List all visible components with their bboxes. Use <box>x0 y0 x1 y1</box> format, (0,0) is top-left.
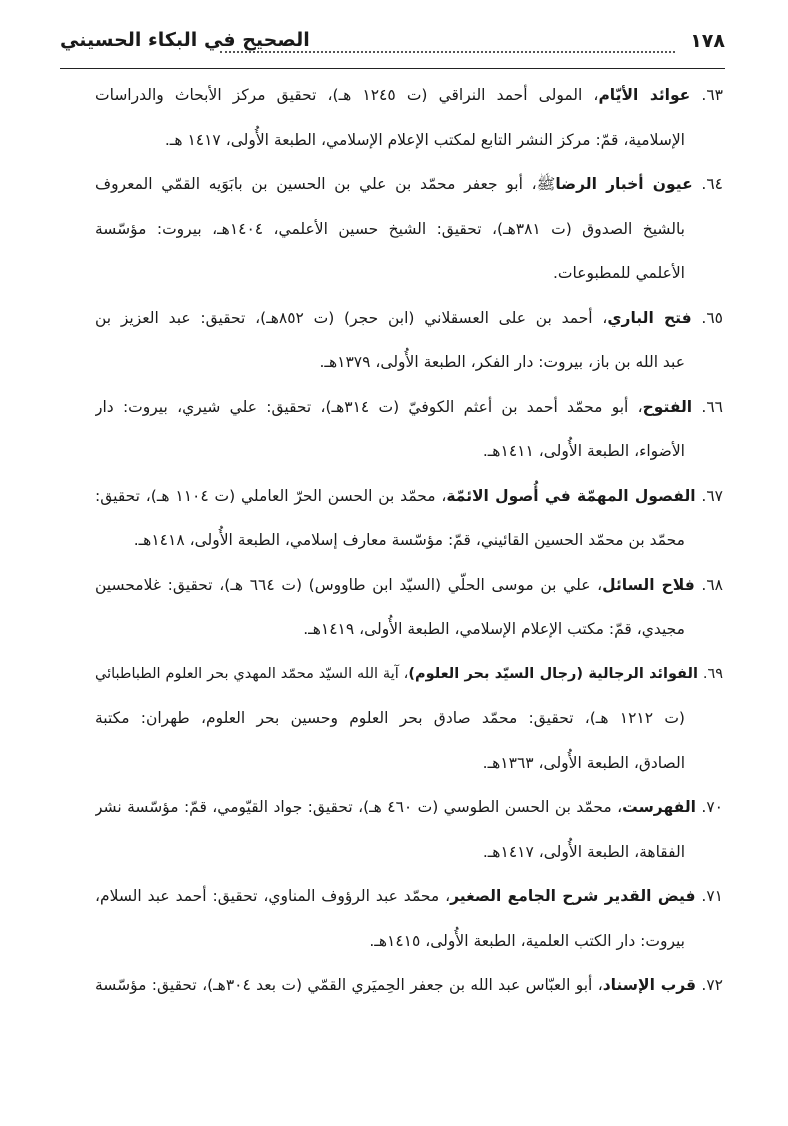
entry-title: عوائد الأيّام <box>598 86 691 104</box>
entry-text: ، علي بن موسى الحلّي (السيّد ابن طاووس) (ت ٦٦٤ هـ)، تحقيق: غلامحسين <box>95 575 603 594</box>
entry-text: ، أبو العبّاس عبد الله بن جعفر الحِميَري القمّي (ت بعد ٣٠٤هـ)، تحقيق: مؤسّسة <box>95 976 603 994</box>
entry-continuation-line: بيروت: دار الكتب العلمية، الطبعة الأُولى، ١٤١٥هـ. <box>369 931 685 950</box>
bibliography-entry-70 <box>95 790 723 879</box>
entry-continuation-line: مجيدي، قمّ: مكتب الإعلام الإسلامي، الطبعة الأُولى، ١٤١٩هـ. <box>303 620 685 638</box>
entry-first-line <box>95 479 723 524</box>
book-title: الصحيح في البكاء الحسيني <box>60 29 310 51</box>
entry-first-line <box>95 879 723 924</box>
entry-number: ٦٥. <box>701 308 723 327</box>
entry-title: الفصول المهمّة في أُصول الائمّة <box>446 486 696 505</box>
entry-first-line <box>95 790 723 835</box>
entry-text: ، أحمد بن على العسقلاني (ابن حجر) (ت ٨٥٢هـ)، تحقيق: عبد العزيز بن <box>95 308 608 327</box>
entry-title: قرب الإسناد <box>602 976 697 994</box>
entry-first-line <box>95 78 723 123</box>
entry-first-line <box>95 657 723 702</box>
entry-first-line <box>95 301 723 346</box>
entry-number: ٦٣. <box>701 86 723 104</box>
entry-continuation-line: (ت ١٢١٢ هـ)، تحقيق: محمّد صادق بحر العلوم وحسين بحر العلوم، طهران: مكتبة <box>95 709 685 727</box>
entry-text: ، أبو محمّد أحمد بن أعثم الكوفيّ (ت ٣١٤هـ)، تحقيق: علي شيري، بيروت: دار <box>95 397 643 416</box>
entry-title: عيون أخبار الرضا <box>555 175 693 193</box>
bibliography-entry-66 <box>95 390 723 479</box>
entry-first-line <box>95 167 723 212</box>
entry-first-line <box>95 568 723 613</box>
bibliography-entry-72 <box>95 968 723 1013</box>
bibliography-entry-69 <box>95 657 723 791</box>
entry-number: ٦٩. <box>702 665 723 682</box>
entry-continuation-line: عبد الله بن باز، بيروت: دار الفكر، الطبعة الأُولى، ١٣٧٩هـ. <box>319 353 685 371</box>
bibliography-entry-65 <box>95 301 723 390</box>
entry-continuation-line: الصادق، الطبعة الأُولى، ١٣٦٣هـ. <box>482 753 685 772</box>
entry-continuation-line: الفقاهة، الطبعة الأُولى، ١٤١٧هـ. <box>482 842 685 861</box>
entry-text: ، محمّد بن الحسن الطوسي (ت ٤٦٠ هـ)، تحقيق: جواد القيّومي، قمّ: مؤسّسة نشر <box>95 798 623 816</box>
entry-number: ٧٢. <box>701 976 723 994</box>
bibliography-entry-63 <box>95 78 723 167</box>
bibliography-entry-68 <box>95 568 723 657</box>
entry-title: فلاح السائل <box>602 575 695 594</box>
bibliography-entry-71 <box>95 879 723 968</box>
entry-number: ٧٠. <box>701 798 723 816</box>
running-header <box>60 28 725 69</box>
bibliography-entry-67 <box>95 479 723 568</box>
bibliography-list <box>95 78 723 1013</box>
entry-continuation-line: الإسلامية، قمّ: مركز النشر التابع لمكتب الإعلام الإسلامي، الطبعة الأُولى، ١٤١٧ هـ. <box>164 130 685 149</box>
entry-title: فتح الباري <box>607 308 692 327</box>
entry-continuation-line: محمّد بن محمّد الحسين القائيني، قمّ: مؤسّسة معارف إسلامي، الطبعة الأُولى، ١٤١٨هـ. <box>133 531 685 549</box>
entry-number: ٦٧. <box>701 486 723 505</box>
entry-title: الفتوح <box>642 397 693 416</box>
entry-text: ، محمّد عبد الرؤوف المناوي، تحقيق: أحمد عبد السلام، <box>95 887 451 905</box>
entry-text: ، المولى أحمد النراقي (ت ١٢٤٥ هـ)، تحقيق مركز الأبحاث والدراسات <box>95 86 599 104</box>
entry-title: فيض القدير شرح الجامع الصغير <box>450 887 696 905</box>
entry-number: ٦٨. <box>701 575 723 594</box>
entry-title: الفوائد الرجالية (رجال السيّد بحر العلوم) <box>408 665 698 682</box>
entry-number: ٧١. <box>701 887 723 905</box>
entry-number: ٦٦. <box>701 397 723 416</box>
bibliography-entry-64 <box>95 167 723 301</box>
page-number: ١٧٨ <box>690 30 725 52</box>
entry-first-line <box>95 390 723 435</box>
entry-continuation-line: الأعلمي للمطبوعات. <box>552 264 685 282</box>
entry-continuation-line: بالشيخ الصدوق (ت ٣٨١هـ)، تحقيق: الشيخ حسين الأعلمي، ١٤٠٤هـ، بيروت: مؤسّسة <box>95 219 685 238</box>
entry-number: ٦٤. <box>701 175 723 193</box>
entry-continuation-line: الأضواء، الطبعة الأُولى، ١٤١١هـ. <box>482 442 685 460</box>
entry-text: ، محمّد بن الحسن الحرّ العاملي (ت ١١٠٤ هـ)، تحقيق: <box>95 486 447 505</box>
entry-first-line <box>95 968 723 1013</box>
entry-text: ﷺ، أبو جعفر محمّد بن علي بن الحسين بن بابَوَيه القمّي المعروف <box>95 175 556 193</box>
entry-text: ، آية الله السيّد محمّد المهدي بحر العلوم الطباطبائي <box>95 665 409 682</box>
entry-title: الفهرست <box>622 798 696 816</box>
